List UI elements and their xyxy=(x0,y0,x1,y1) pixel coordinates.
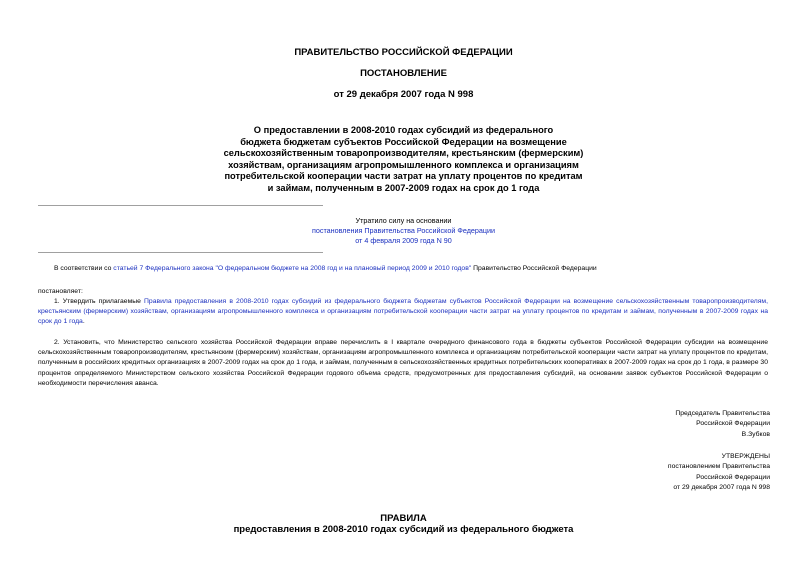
approval-line: постановлением Правительства xyxy=(667,463,770,471)
preamble-suffix: Правительство Российской Федерации xyxy=(471,265,597,272)
approval-block xyxy=(668,452,770,494)
federal-law-link[interactable]: статьей 7 Федерального закона "О федеральном бюджете на 2008 год и на плановый период 2009 и 2010 годов" xyxy=(113,265,472,272)
title-line: потребительской кооперации части затрат на уплату процентов по кредитам xyxy=(224,171,583,182)
title-line: О предоставлении в 2008-2010 годах субсидий из федерального xyxy=(253,125,554,135)
approval-title: УТВЕРЖДЕНЫ xyxy=(721,453,770,460)
item-1-suffix: . xyxy=(82,318,85,326)
document-type: ПОСТАНОВЛЕНИЕ xyxy=(360,68,447,79)
status-note-link[interactable]: постановления Правительства Российской Федерации xyxy=(311,226,496,235)
rules-subtitle: предоставления в 2008-2010 годах субсидий из федерального бюджета xyxy=(233,524,574,535)
government-heading: ПРАВИТЕЛЬСТВО РОССИЙСКОЙ ФЕДЕРАЦИИ xyxy=(294,47,513,58)
preamble xyxy=(54,264,774,274)
status-note-text: Утратило силу на основании xyxy=(355,216,452,225)
item-1-prefix: 1. Утвердить прилагаемые xyxy=(54,298,145,305)
rules-title: ПРАВИЛА xyxy=(380,513,427,524)
status-note-date-link[interactable]: от 4 февраля 2009 года N 90 xyxy=(355,236,452,245)
approval-line: Российской Федерации xyxy=(696,473,770,481)
document-date-number: от 29 декабря 2007 года N 998 xyxy=(333,89,474,100)
divider-bottom xyxy=(38,252,323,253)
title-line: и займам, полученным в 2007-2009 годах на срок до 1 года xyxy=(267,182,540,193)
approval-date: от 29 декабря 2007 года N 998 xyxy=(673,484,770,492)
title-line: бюджета бюджетам субъектов Российской Федерации на возмещение xyxy=(240,136,567,147)
divider-top xyxy=(38,205,323,206)
title-line: хозяйствам, организациям агропромышленного комплекса и организациям xyxy=(228,159,579,170)
signature-name: В.Зубков xyxy=(741,430,770,438)
preamble-prefix: В соответствии со xyxy=(54,265,114,272)
item-2: 2. Установить, что Министерство сельского хозяйства Российской Федерации вправе перечислить в I квартале очередного финансового года в бюджеты субъектов Российской Федерации субсидии на возмещение сельскохозяйственным товаропроизводителям, крестьянским (фермерским) хозяйствам, организациям агропромышленного комплекса и организациям потребительской кооперации части затрат на уплату процентов по кредитам, полученным в российских кредитных организациях в 2007-2009 годах на срок до 1 года, и займам, полученным в сельскохозяйственных кредитных потребительских кооперативах в 2007-2009 годах на срок до 1 года, в размере 30 процентов определяемого Министерством сельского хозяйства Российской Федерации годового объема средств, предусмотренных для предоставления субсидий, на основании заявок субъектов Российской Федерации о необходимости перечисления аванса. xyxy=(38,339,768,387)
title-line: сельскохозяйственным товаропроизводителям, крестьянским (фермерским) xyxy=(223,148,584,159)
item-1 xyxy=(38,297,768,328)
signature-block xyxy=(675,409,770,440)
rules-link[interactable]: Правила предоставления в 2008-2010 годах субсидий из федерального бюджета бюджетам субъектов Российской Федерации на возмещение сельскохозяйственным товаропроизводителям, крестьянским (фермерским) хозяйствам, организациям агропромышленного комплекса и организациям потребительской кооперации части затрат на уплату процентов по кредитам и займам, полученным в 2007-2009 годах на срок до 1 года xyxy=(38,298,768,326)
signature-position: Председатель Правительства xyxy=(675,410,770,417)
resolves-label: постановляет: xyxy=(38,288,83,295)
signature-country: Российской Федерации xyxy=(696,420,770,428)
document-title xyxy=(0,125,807,195)
